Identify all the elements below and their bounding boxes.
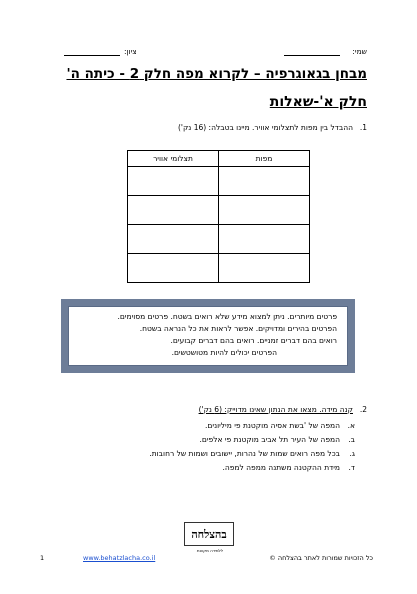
section-title: חלק א'-שאלות: [269, 94, 367, 110]
website-link[interactable]: www.behatzlacha.co.il: [83, 554, 156, 562]
logo-subtext: ללמידה מקוונת: [196, 548, 224, 553]
option-letter: א.: [347, 421, 355, 430]
logo-text: בהצלחה: [191, 527, 227, 541]
option-text[interactable]: המפה של 'בשת אסיה מוקטנת פי מיליונים.: [205, 421, 340, 430]
page-title: מבחן בגאוגרפיה – לקרוא מפה חלק 2 - כיתה ה': [66, 66, 367, 82]
word-bank-line: הפרטים יכולים להיות מטושטשים.: [171, 348, 277, 357]
question-2-text: קנה מידה. מצאו את הנתון שאינו מדוייק: (6 נק'): [198, 405, 353, 414]
question-1-text: ההבדל בין מפות לתצלומי אוויר. מיינו בטבלה: (16 נק'): [178, 123, 353, 132]
name-label: שמי:: [352, 47, 367, 56]
behatzlacha-logo: [184, 522, 234, 546]
word-bank-line: הפרטים בהירים ומדויקים. אפשר לראות את כל הנראה בשטח.: [139, 324, 337, 333]
option-letter: ד.: [348, 463, 355, 472]
table-row: [128, 254, 310, 283]
copyright-text: כל הזכויות שמורות לאתר בהצלחה ©: [269, 554, 373, 562]
option-text[interactable]: בכל מפה רואים שמות של נהרות, יישובים ושמות של רחובות.: [149, 449, 340, 458]
table-row: [128, 196, 310, 225]
table-row: [128, 167, 310, 196]
word-bank-line: פרטים מיותרים. ניתן למצוא מידע שלא רואים בשטח. פרטים מסוימים.: [117, 312, 337, 321]
table-header-row: [128, 151, 310, 167]
grade-field-line[interactable]: [64, 55, 120, 56]
table-cell-aerial[interactable]: [128, 167, 219, 196]
table-header-maps: מפות: [219, 151, 310, 167]
table-cell-maps[interactable]: [219, 196, 310, 225]
table-row: [128, 225, 310, 254]
table-cell-aerial[interactable]: [128, 254, 219, 283]
table-cell-maps[interactable]: [219, 225, 310, 254]
option-letter: ב.: [348, 435, 355, 444]
word-bank-frame: [61, 299, 355, 373]
sorting-table: [127, 150, 310, 283]
table-cell-aerial[interactable]: [128, 225, 219, 254]
question-2-number: 2.: [359, 405, 367, 414]
page-number: 1: [40, 554, 45, 562]
table-header-aerial-photos: תצלומי אוויר: [128, 151, 219, 167]
name-field-line[interactable]: [284, 55, 340, 56]
option-letter: ג.: [349, 449, 355, 458]
question-1-number: 1.: [359, 123, 367, 132]
option-text[interactable]: המפה של העיר תל אביב מוקטנת פי אלפים.: [199, 435, 340, 444]
option-text[interactable]: מידת ההקטנה משתנה ממפה למפה.: [222, 463, 340, 472]
table-cell-maps[interactable]: [219, 254, 310, 283]
table-cell-maps[interactable]: [219, 167, 310, 196]
word-bank-box: [68, 306, 348, 366]
grade-label: ציון:: [124, 47, 137, 56]
word-bank-line: רואים בהם דברים זמניים. רואים בהם דברים קבועים.: [170, 336, 337, 345]
table-cell-aerial[interactable]: [128, 196, 219, 225]
